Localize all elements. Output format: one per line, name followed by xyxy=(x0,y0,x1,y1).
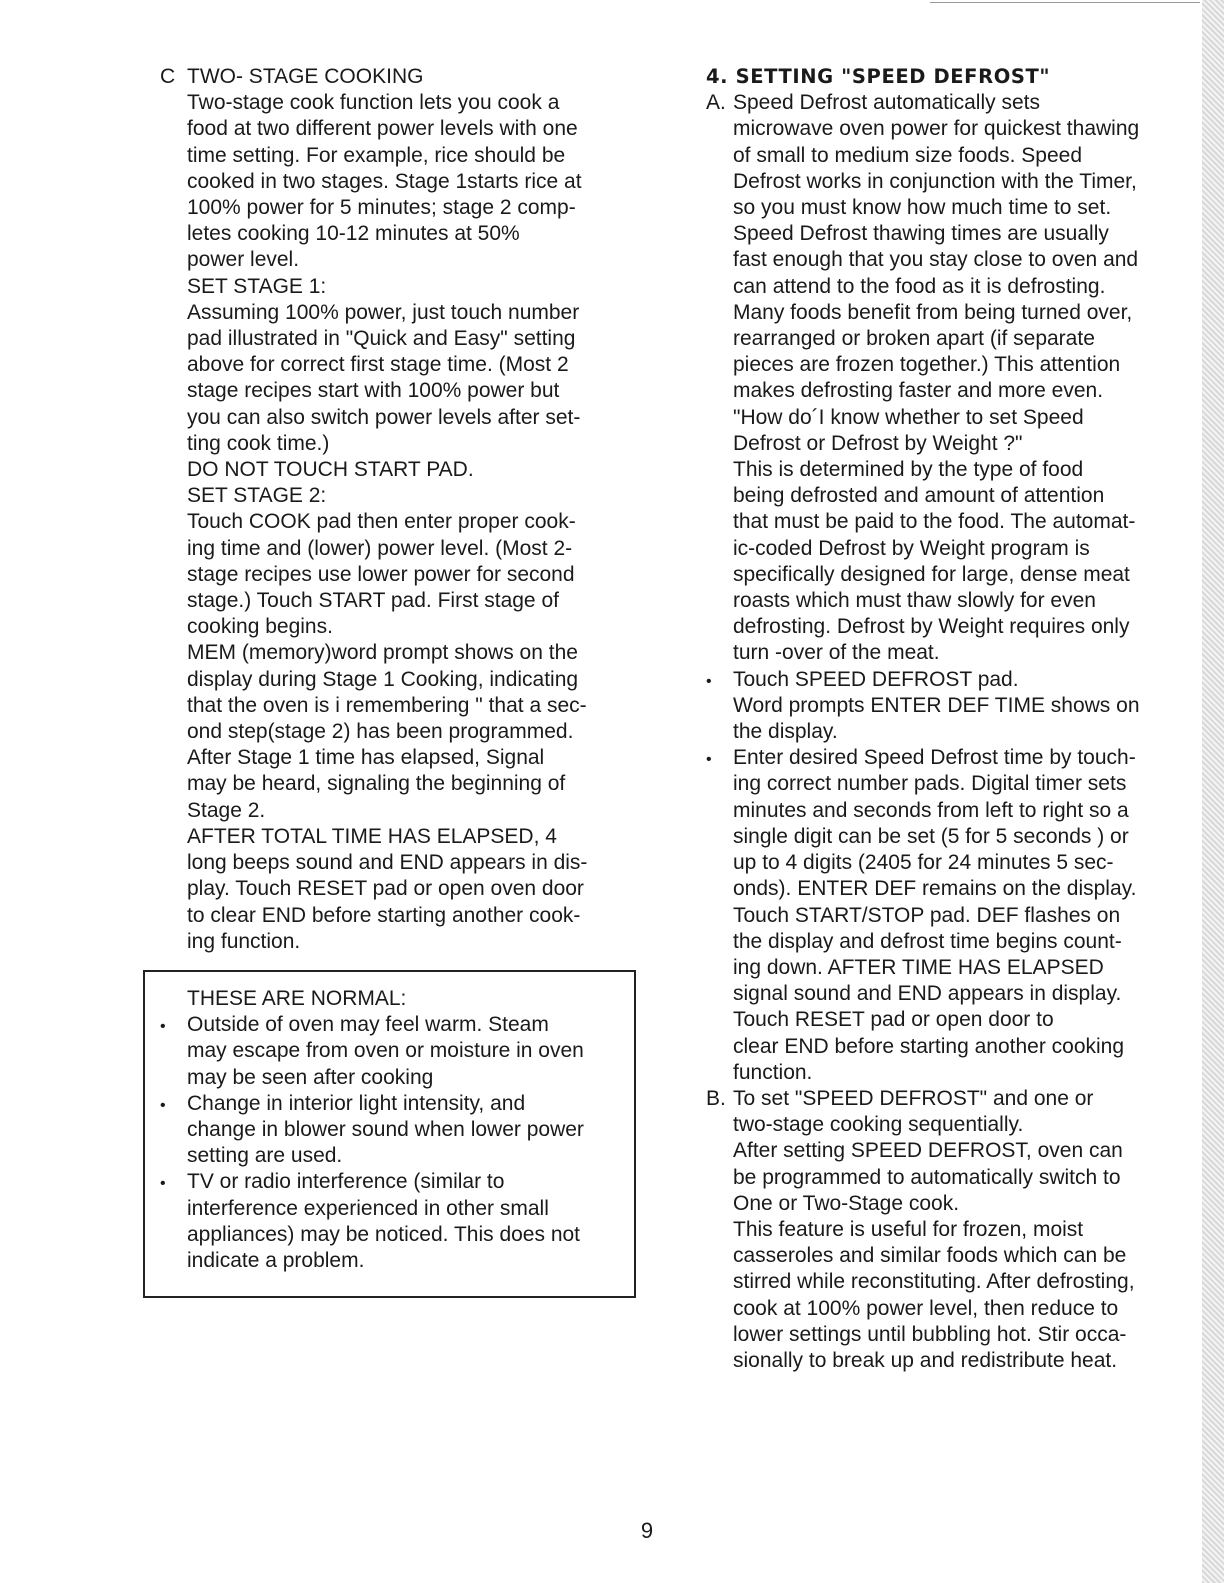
text-line: food at two different power levels with one xyxy=(187,117,578,141)
text-line: the display and defrost time begins count- xyxy=(733,929,1122,953)
text-line: ing down. AFTER TIME HAS ELAPSED xyxy=(733,955,1104,979)
text-line: be programmed to automatically switch to xyxy=(733,1165,1121,1189)
text-line: indicate a problem. xyxy=(187,1249,365,1273)
text-line: After setting SPEED DEFROST, oven can xyxy=(733,1139,1123,1163)
top-rule xyxy=(930,2,1200,3)
text-line: two-stage cooking sequentially. xyxy=(733,1113,1024,1137)
text-line: Touch SPEED DEFROST pad. xyxy=(733,667,1019,691)
text-line: minutes and seconds from left to right so a xyxy=(733,798,1129,822)
text-line: This feature is useful for frozen, moist xyxy=(733,1217,1084,1241)
text-line: Speed Defrost automatically sets xyxy=(733,91,1040,115)
text-line: may escape from oven or moisture in oven xyxy=(187,1039,584,1063)
text-line: pad illustrated in "Quick and Easy" setting xyxy=(187,327,576,351)
text-line: Two-stage cook function lets you cook a xyxy=(187,91,560,115)
text-line: Stage 2. xyxy=(187,798,266,822)
text-line: appliances) may be noticed. This does not xyxy=(187,1222,581,1246)
text-line: sionally to break up and redistribute heat. xyxy=(733,1348,1118,1372)
text-line: microwave oven power for quickest thawing xyxy=(733,117,1140,141)
text-line: letes cooking 10-12 minutes at 50% xyxy=(187,222,520,246)
text-line: After Stage 1 time has elapsed, Signal xyxy=(187,746,545,770)
normal-box-title: THESE ARE NORMAL: xyxy=(187,987,407,1010)
text-line: stirred while reconstituting. After defrosting, xyxy=(733,1270,1135,1294)
normal-item xyxy=(160,1169,584,1274)
text-line: ting cook time.) xyxy=(187,431,330,455)
text-line: SET STAGE 1: xyxy=(187,274,327,298)
text-line: signal sound and END appears in display. xyxy=(733,982,1122,1006)
right-column xyxy=(706,64,1174,1374)
text-line: roasts which must thaw slowly for even xyxy=(733,589,1096,613)
text-line: ond step(stage 2) has been programmed. xyxy=(187,720,574,744)
text-line: Assuming 100% power, just touch number xyxy=(187,300,580,324)
text-line: setting are used. xyxy=(187,1144,343,1168)
text-line: that must be paid to the food. The automat- xyxy=(733,510,1136,534)
text-line: This is determined by the type of food xyxy=(733,458,1084,482)
bullet-icon xyxy=(706,745,733,773)
text-line: that the oven is i remembering " that a sec- xyxy=(187,693,587,717)
text-line: being defrosted and amount of attention xyxy=(733,484,1105,508)
section-a-marker: A. xyxy=(706,91,726,115)
speed-defrost-step xyxy=(706,745,1174,1086)
text-line: clear END before starting another cooking xyxy=(733,1034,1125,1058)
section-marker: C xyxy=(160,65,176,88)
text-line: stage recipes use lower power for second xyxy=(187,562,575,586)
text-line: pieces are frozen together.) This attention xyxy=(733,353,1121,377)
text-line: cooking begins. xyxy=(187,615,333,639)
text-line: SET STAGE 2: xyxy=(187,484,327,508)
text-line: Touch START/STOP pad. DEF flashes on xyxy=(733,903,1121,927)
text-line: Word prompts ENTER DEF TIME shows on xyxy=(733,693,1140,717)
text-line: specifically designed for large, dense meat xyxy=(733,562,1130,586)
text-line: cooked in two stages. Stage 1starts rice at xyxy=(187,169,582,193)
bullet-icon xyxy=(706,667,733,695)
text-line: long beeps sound and END appears in dis- xyxy=(187,851,588,875)
text-line: 100% power for 5 minutes; stage 2 comp- xyxy=(187,196,576,220)
text-line: the display. xyxy=(733,720,838,744)
text-line: single digit can be set (5 for 5 seconds ) or xyxy=(733,824,1129,848)
text-line: Defrost works in conjunction with the Timer, xyxy=(733,169,1137,193)
text-line: of small to medium size foods. Speed xyxy=(733,143,1083,167)
text-line: MEM (memory)word prompt shows on the xyxy=(187,641,578,665)
section-title: TWO- STAGE COOKING xyxy=(187,65,424,88)
text-line: Touch RESET pad or open door to xyxy=(733,1008,1054,1032)
text-line: To set "SPEED DEFROST" and one or xyxy=(733,1086,1094,1110)
section-b xyxy=(706,1086,1174,1374)
page-number: 9 xyxy=(640,1518,654,1543)
text-line: Speed Defrost thawing times are usually xyxy=(733,222,1109,246)
text-line: up to 4 digits (2405 for 24 minutes 5 sec- xyxy=(733,851,1114,875)
text-line: Defrost or Defrost by Weight ?" xyxy=(733,431,1023,455)
these-are-normal-box xyxy=(143,970,636,1298)
text-line: cook at 100% power level, then reduce to xyxy=(733,1296,1119,1320)
text-line: change in blower sound when lower power xyxy=(187,1118,584,1142)
text-line: defrosting. Defrost by Weight requires only xyxy=(733,615,1130,639)
text-line: makes defrosting faster and more even. xyxy=(733,379,1104,403)
text-line: may be heard, signaling the beginning of xyxy=(187,772,566,796)
text-line: ic-coded Defrost by Weight program is xyxy=(733,536,1090,560)
text-line: AFTER TOTAL TIME HAS ELAPSED, 4 xyxy=(187,824,557,848)
text-line: to clear END before starting another cook- xyxy=(187,903,581,927)
text-line: display during Stage 1 Cooking, indicating xyxy=(187,667,579,691)
left-column xyxy=(160,64,622,955)
scan-edge-strip xyxy=(1202,0,1224,1583)
speed-defrost-step xyxy=(706,667,1174,746)
text-line: Touch COOK pad then enter proper cook- xyxy=(187,510,576,534)
text-line: "How do´I know whether to set Speed xyxy=(733,405,1084,429)
text-line: casseroles and similar foods which can be xyxy=(733,1244,1127,1268)
text-line: turn -over of the meat. xyxy=(733,641,940,665)
text-line: fast enough that you stay close to oven and xyxy=(733,248,1139,272)
text-line: may be seen after cooking xyxy=(187,1065,434,1089)
text-line: function. xyxy=(733,1060,813,1084)
text-line: DO NOT TOUCH START PAD. xyxy=(187,458,474,482)
text-line: rearranged or broken apart (if separate xyxy=(733,327,1095,351)
bullet-icon xyxy=(160,1091,187,1119)
text-line: TV or radio interference (similar to xyxy=(187,1170,505,1194)
text-line: play. Touch RESET pad or open oven door xyxy=(187,877,584,901)
speed-defrost-heading: 4. SETTING "SPEED DEFROST" xyxy=(706,65,1051,88)
text-line: above for correct first stage time. (Most 2 xyxy=(187,353,569,377)
text-line: you can also switch power levels after set- xyxy=(187,405,581,429)
section-a xyxy=(706,90,1174,666)
text-line: onds). ENTER DEF remains on the display. xyxy=(733,877,1137,901)
normal-item xyxy=(160,1091,584,1170)
bullet-icon xyxy=(160,1169,187,1197)
two-stage-body xyxy=(160,90,622,955)
text-line: Change in interior light intensity, and xyxy=(187,1091,526,1115)
text-line: power level. xyxy=(187,248,300,272)
text-line: Enter desired Speed Defrost time by touch- xyxy=(733,746,1136,770)
bullet-icon xyxy=(160,1012,187,1040)
section-b-marker: B. xyxy=(706,1086,726,1110)
text-line: stage.) Touch START pad. First stage of xyxy=(187,589,559,613)
text-line: so you must know how much time to set. xyxy=(733,196,1112,220)
text-line: time setting. For example, rice should be xyxy=(187,143,566,167)
text-line: ing correct number pads. Digital timer sets xyxy=(733,772,1127,796)
text-line: ing time and (lower) power level. (Most 2- xyxy=(187,536,573,560)
normal-item xyxy=(160,1012,584,1091)
two-stage-heading xyxy=(160,64,622,90)
text-line: can attend to the food as it is defrosting. xyxy=(733,274,1106,298)
text-line: stage recipes start with 100% power but xyxy=(187,379,560,403)
text-line: lower settings until bubbling hot. Stir occa- xyxy=(733,1322,1127,1346)
text-line: Many foods benefit from being turned over, xyxy=(733,300,1133,324)
text-line: ing function. xyxy=(187,929,301,953)
text-line: interference experienced in other small xyxy=(187,1196,549,1220)
text-line: Outside of oven may feel warm. Steam xyxy=(187,1013,549,1037)
normal-box-content xyxy=(160,986,584,1274)
text-line: One or Two-Stage cook. xyxy=(733,1191,960,1215)
